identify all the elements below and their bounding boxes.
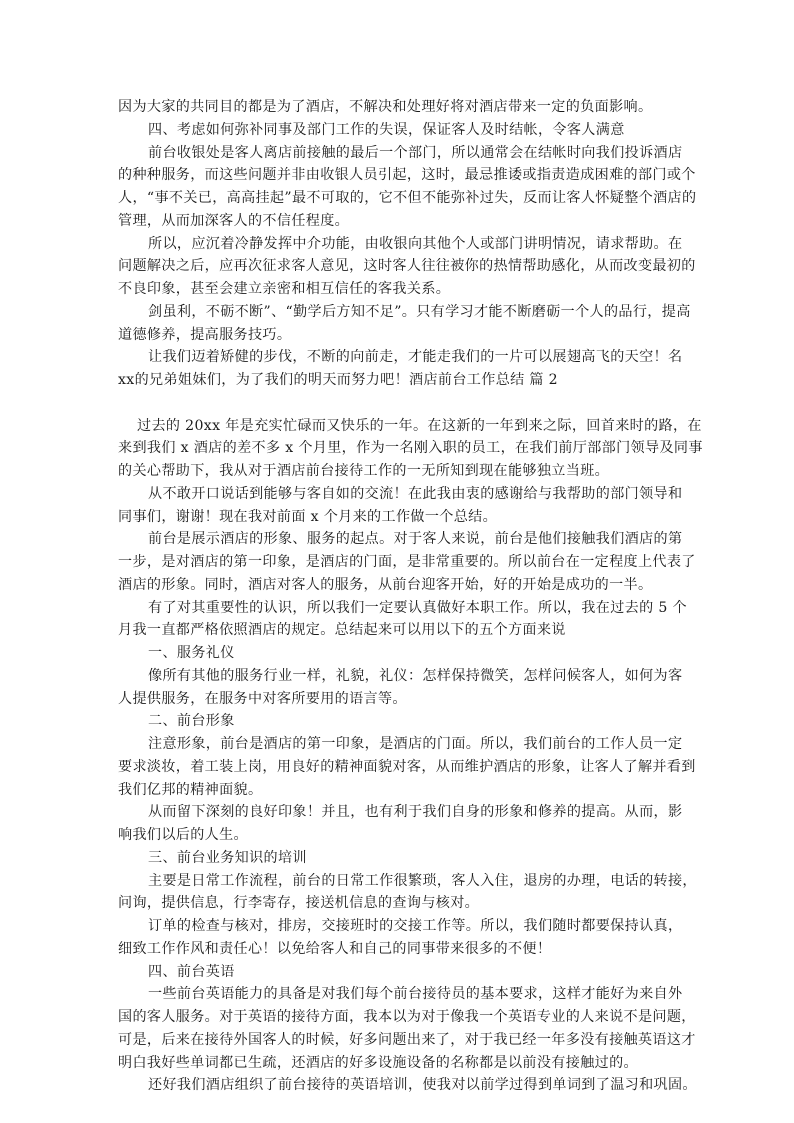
paragraph-line: 我们亿邦的精神面貌。 xyxy=(118,781,263,798)
paragraph-line: 人提供服务，在服务中对客所要用的语言等。 xyxy=(118,690,407,707)
paragraph-line: 注意形象，前台是酒店的第一印象，是酒店的门面。所以，我们前台的工作人员一定 xyxy=(148,736,683,752)
paragraph-line: 人，“事不关已，高高挂起”最不可取的，它不但不能弥补过失，反而让客人怀疑整个酒店的 xyxy=(118,190,697,206)
paragraph-line: 剑虽利，不砺不断”、“勤学后方知不足”。只有学习才能不断磨砺一个人的品行，提高 xyxy=(148,303,691,320)
paragraph-line: 前台收银处是客人离店前接触的最后一个部门，所以通常会在结帐时向我们投诉酒店 xyxy=(148,144,683,161)
paragraph-line: 的种种服务，而这些问题并非由收银人员引起，这时，最忌推诿或指责造成困难的部门或个 xyxy=(118,167,696,184)
paragraph-line: 酒店的形象。同时，酒店对客人的服务，从前台迎客开始，好的开始是成功的一半。 xyxy=(118,576,653,593)
paragraph-line: 明白我好些单词都已生疏，还酒店的好多设施设备的名称都是以前没有接触过的。 xyxy=(118,1054,638,1071)
paragraph-line: xx的兄弟姐妹们，为了我们的明天而努力吧！酒店前台工作总结 篇 2 xyxy=(118,372,558,388)
paragraph-line: 问题解决之后，应再次征求客人意见，这时客人往往被你的热情帮助感化，从而改变最初的 xyxy=(118,258,696,275)
section-heading: 一、服务礼仪 xyxy=(148,645,235,661)
paragraph-line: 过去的 20xx 年是充实忙碌而又快乐的一年。在这新的一年到来之际，回首来时的路，在 xyxy=(137,417,702,434)
paragraph-line: 月我一直都严格依照酒店的规定。总结起来可以用以下的五个方面来说 xyxy=(118,622,566,639)
paragraph-line: 来到我们 x 酒店的差不多 x 个月里，作为一名刚入职的员工，在我们前厅部部门领导及同事 xyxy=(118,440,703,457)
paragraph-line: 道德修养，提高服务技巧。 xyxy=(118,326,292,343)
paragraph-line: 一步，是对酒店的第一印象，是酒店的门面，是非常重要的。所以前台在一定程度上代表了 xyxy=(118,554,696,570)
paragraph-line: 要求淡妆，着工装上岗，用良好的精神面貌对客，从而维护酒店的形象，让客人了解并看到 xyxy=(118,758,696,775)
blank-line xyxy=(118,392,684,415)
document-body xyxy=(118,96,703,1097)
paragraph-line: 像所有其他的服务行业一样，礼貌，礼仪：怎样保持微笑，怎样问候客人，如何为客 xyxy=(148,667,683,684)
section-heading: 三、前台业务知识的培训 xyxy=(148,849,307,866)
section-heading: 四、前台英语 xyxy=(148,963,235,980)
paragraph-line: 国的客人服务。对于英语的接待方面，我本以为对于像我一个英语专业的人来说不是问题， xyxy=(118,1009,696,1025)
paragraph-line: 问询，提供信息，行李寄存，接送机信息的查询与核对。 xyxy=(118,895,480,912)
paragraph-line: 让我们迈着矫健的步伐，不断的向前走，才能走我们的一片可以展翅高飞的天空！名 xyxy=(148,349,683,366)
paragraph-line: 一些前台英语能力的具备是对我们每个前台接待员的基本要求，这样才能好为来自外 xyxy=(148,986,683,1003)
paragraph-line: 前台是展示酒店的形象、服务的起点。对于客人来说，前台是他们接触我们酒店的第 xyxy=(148,531,683,548)
paragraph-line: 可是，后来在接待外国客人的时候，好多问题出来了，对于我已经一年多没有接触英语这才 xyxy=(118,1031,696,1048)
paragraph-line: 响我们以后的人生。 xyxy=(118,827,248,843)
section-heading: 四、考虑如何弥补同事及部门工作的失误，保证客人及时结帐，令客人满意 xyxy=(148,121,625,138)
paragraph-line: 从不敢开口说话到能够与客自如的交流！在此我由衷的感谢给与我帮助的部门领导和 xyxy=(148,485,683,502)
paragraph-line: 还好我们酒店组织了前台接待的英语培训，使我对以前学过得到单词到了温习和巩固。 xyxy=(148,1077,697,1094)
paragraph-line: 因为大家的共同目的都是为了酒店，不解决和处理好将对酒店带来一定的负面影响。 xyxy=(118,99,653,115)
paragraph-line: 从而留下深刻的良好印象！并且，也有利于我们自身的形象和修养的提高。从而，影 xyxy=(148,804,683,821)
paragraph-line: 管理，从而加深客人的不信任程度。 xyxy=(118,212,350,229)
paragraph-line: 不良印象，甚至会建立亲密和相互信任的客我关系。 xyxy=(118,281,451,297)
paragraph-line: 订单的检查与核对，排房，交接班时的交接工作等。所以，我们随时都要保持认真， xyxy=(148,918,683,934)
paragraph-line: 主要是日常工作流程，前台的日常工作很繁琐，客人入住，退房的办理，电话的转接， xyxy=(148,872,697,889)
section-heading: 二、前台形象 xyxy=(148,713,235,730)
paragraph-line: 所以，应沉着冷静发挥中介功能，由收银向其他个人或部门讲明情况，请求帮助。在 xyxy=(148,235,683,252)
paragraph-line: 同事们，谢谢！现在我对前面 x 个月来的工作做一个总结。 xyxy=(118,508,498,525)
paragraph-line: 有了对其重要性的认识，所以我们一定要认真做好本职工作。所以，我在过去的 5 个 xyxy=(148,599,687,616)
paragraph-line: 细致工作作风和责任心！以免给客人和自己的同事带来很多的不便！ xyxy=(118,940,552,957)
paragraph-line: 的关心帮助下，我从对于酒店前台接待工作的一无所知到现在能够独立当班。 xyxy=(118,463,610,479)
